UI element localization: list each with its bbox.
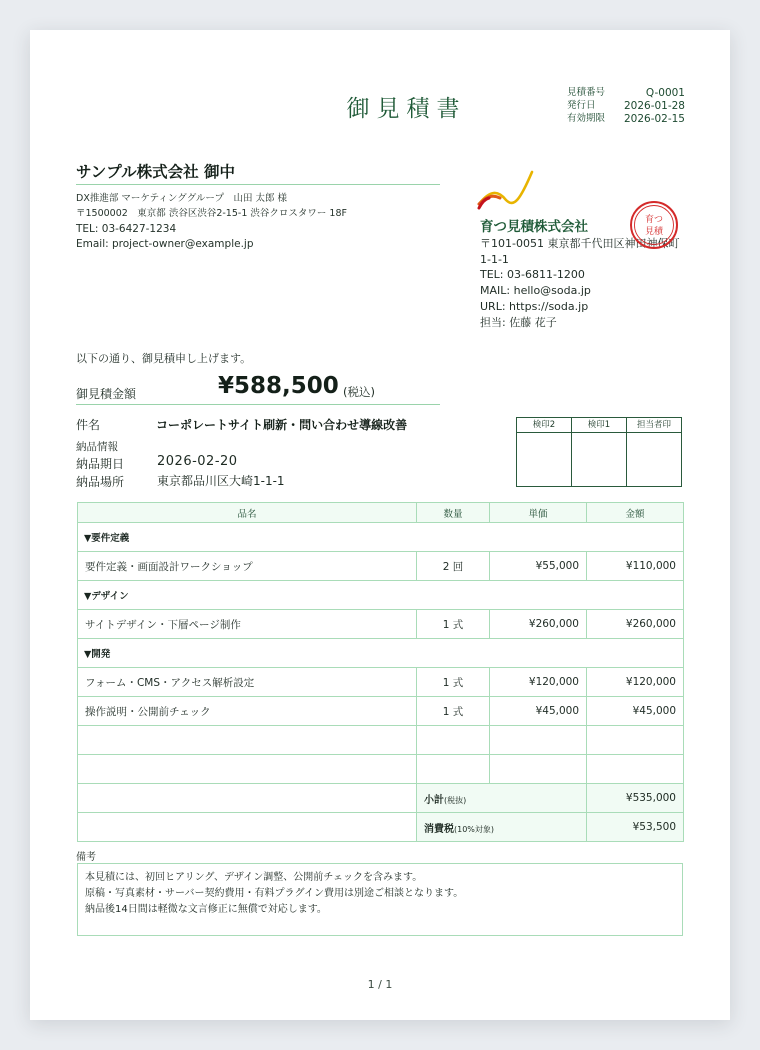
- client-tel: TEL: 03-6427-1234: [76, 222, 177, 235]
- item-amount: ¥110,000: [587, 552, 684, 581]
- header-amount: 金額: [587, 503, 684, 523]
- item-unit-price: ¥260,000: [490, 610, 587, 639]
- empty-cell: [78, 726, 417, 755]
- quote-meta: [567, 87, 685, 125]
- empty-cell: [417, 726, 490, 755]
- header-unit-price: 単価: [490, 503, 587, 523]
- meta-issue-date: [567, 100, 685, 113]
- summary-spacer: [78, 784, 417, 813]
- stamp-box: [517, 433, 571, 486]
- total-divider: [76, 404, 440, 405]
- item-name: フォーム・CMS・アクセス解析設定: [78, 668, 417, 697]
- page-number: 1 / 1: [367, 978, 393, 991]
- total-amount: ¥588,500: [218, 373, 339, 399]
- empty-cell: [587, 726, 684, 755]
- meta-label: 有効期限: [567, 112, 606, 124]
- remarks-line: 納品後14日間は軽微な文言修正に無償で対応します。: [85, 904, 327, 915]
- item-amount: ¥260,000: [587, 610, 684, 639]
- stamp-box: [572, 433, 626, 486]
- subject-value: コーポレートサイト刷新・問い合わせ導線改善: [156, 418, 408, 432]
- quote-page: [30, 30, 730, 1020]
- subtotal-label: [417, 784, 587, 813]
- tax-label: [417, 813, 587, 842]
- tax-row: [78, 813, 684, 842]
- empty-cell: [490, 755, 587, 784]
- issuer-url: URL: https://soda.jp: [480, 299, 589, 313]
- item-name: 操作説明・公開前チェック: [78, 697, 417, 726]
- item-unit-price: ¥45,000: [490, 697, 587, 726]
- issuer-info: [480, 236, 685, 330]
- greeting-text: 以下の通り、御見積申し上げます。: [76, 352, 252, 365]
- tax-value: ¥53,500: [587, 813, 684, 842]
- meta-value: 2026-02-15: [623, 112, 685, 125]
- empty-row: [78, 726, 684, 755]
- issuer-tel: TEL: 03-6811-1200: [480, 268, 585, 282]
- company-seal: [629, 200, 679, 250]
- remarks-label: 備考: [76, 852, 96, 863]
- client-name: サンプル株式会社 御中: [76, 163, 236, 181]
- total-tax-note: (税込): [343, 385, 375, 399]
- section-row: [78, 523, 684, 552]
- issuer-person: 担当: 佐藤 花子: [480, 315, 557, 329]
- total-label: 御見積金額: [76, 387, 137, 401]
- tax-note: (10%対象): [454, 824, 495, 834]
- item-name: サイトデザイン・下層ページ制作: [78, 610, 417, 639]
- section-row: [78, 581, 684, 610]
- issuer-address: 〒101-0051 東京都千代田区神田神保町: [480, 237, 680, 250]
- seal-text-bottom: 見積: [644, 227, 664, 237]
- delivery-heading: 納品情報: [76, 441, 118, 453]
- subtotal-note: (税抜): [444, 795, 467, 805]
- item-qty: 1 式: [417, 610, 490, 639]
- item-name: 要件定義・画面設計ワークショップ: [78, 552, 417, 581]
- client-divider: [76, 184, 440, 185]
- delivery-date-label: 納品期日: [76, 457, 125, 471]
- seal-text-top: 育つ: [644, 215, 664, 225]
- delivery-date-value: 2026-02-20: [157, 454, 238, 469]
- issuer-mail: MAIL: hello@soda.jp: [480, 284, 591, 298]
- header-qty: 数量: [417, 503, 490, 523]
- issuer-address-2: 1-1-1: [480, 252, 509, 266]
- delivery-place-label: 納品場所: [76, 475, 125, 489]
- subtotal-label-text: 小計: [424, 794, 444, 806]
- company-logo-icon: [476, 170, 536, 212]
- subtotal-row: [78, 784, 684, 813]
- header-name: 品名: [78, 503, 417, 523]
- client-address: 〒1500002 東京都 渋谷区渋谷2-15-1 渋谷クロスタワー 18F: [76, 208, 347, 220]
- table-row: [78, 552, 684, 581]
- section-title: ▼要件定義: [78, 523, 684, 552]
- section-row: [78, 639, 684, 668]
- item-unit-price: ¥120,000: [490, 668, 587, 697]
- client-info: [76, 191, 347, 253]
- empty-cell: [417, 755, 490, 784]
- meta-label: 見積番号: [567, 87, 606, 98]
- summary-spacer: [78, 813, 417, 842]
- section-title: ▼開発: [78, 639, 684, 668]
- item-amount: ¥45,000: [587, 697, 684, 726]
- stamp-label: 検印2: [517, 418, 571, 433]
- stamp-column: [517, 418, 572, 486]
- stamp-column: [627, 418, 681, 486]
- meta-quote-number: [567, 87, 685, 100]
- subtotal-value: ¥535,000: [587, 784, 684, 813]
- issuer-name: 育つ見積株式会社: [480, 219, 588, 235]
- remarks-box: [77, 863, 683, 936]
- empty-cell: [490, 726, 587, 755]
- subject-label: 件名: [76, 418, 101, 432]
- stamp-label: 検印1: [572, 418, 626, 433]
- client-email: Email: project-owner@example.jp: [76, 238, 254, 251]
- stamp-box: [627, 433, 681, 486]
- delivery-place-value: 東京都品川区大崎1-1-1: [157, 474, 285, 488]
- empty-cell: [78, 755, 417, 784]
- document-title: 御見積書: [346, 96, 467, 122]
- table-row: [78, 697, 684, 726]
- line-items-table: [77, 502, 684, 842]
- stamp-column: [572, 418, 627, 486]
- tax-label-text: 消費税: [424, 823, 454, 835]
- stamp-label: 担当者印: [627, 418, 681, 433]
- remarks-line: 原稿・写真素材・サーバー契約費用・有料プラグイン費用は別途ご相談となります。: [85, 888, 464, 899]
- meta-value: Q-0001: [645, 87, 685, 99]
- meta-value: 2026-01-28: [623, 99, 685, 112]
- item-unit-price: ¥55,000: [490, 552, 587, 581]
- approval-stamps: [516, 417, 682, 487]
- empty-row: [78, 755, 684, 784]
- item-amount: ¥120,000: [587, 668, 684, 697]
- item-qty: 1 式: [417, 668, 490, 697]
- empty-cell: [587, 755, 684, 784]
- meta-expiry-date: [567, 113, 685, 126]
- item-qty: 2 回: [417, 552, 490, 581]
- meta-label: 発行日: [567, 99, 596, 111]
- item-qty: 1 式: [417, 697, 490, 726]
- remarks-line: 本見積には、初回ヒアリング、デザイン調整、公開前チェックを含みます。: [85, 872, 423, 883]
- table-row: [78, 668, 684, 697]
- table-row: [78, 610, 684, 639]
- client-department: DX推進部 マーケティンググループ 山田 太郎 様: [76, 193, 287, 204]
- table-header-row: [78, 503, 684, 523]
- section-title: ▼デザイン: [78, 581, 684, 610]
